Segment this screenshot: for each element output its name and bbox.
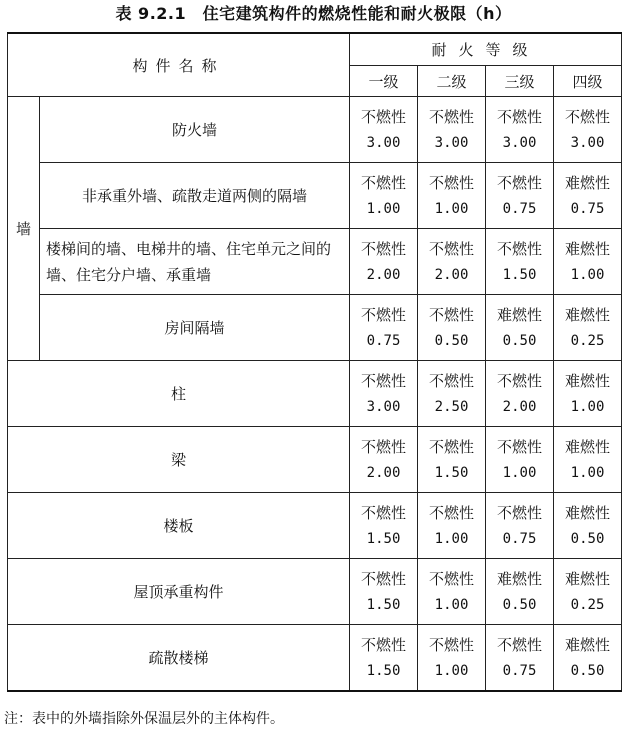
component-name-cell: 梁 — [8, 427, 350, 493]
level-header-4: 四级 — [554, 66, 622, 97]
table-row — [8, 229, 622, 295]
table-row — [8, 295, 622, 361]
level-header-3: 三级 — [486, 66, 554, 97]
rating-cell — [350, 295, 418, 361]
fire-resistance-hours: 0.25 — [570, 596, 605, 613]
combustibility-class: 不燃性 — [429, 635, 475, 654]
combustibility-class: 难燃性 — [565, 437, 611, 456]
rating-cell — [350, 229, 418, 295]
rating-cell — [418, 163, 486, 229]
combustibility-class: 难燃性 — [565, 635, 611, 654]
component-name-cell: 防火墙 — [40, 97, 350, 163]
wall-category-cell: 墙 — [8, 97, 40, 361]
rating-cell — [486, 559, 554, 625]
fire-resistance-hours: 1.50 — [434, 464, 469, 481]
rating-cell — [486, 229, 554, 295]
rating-cell — [486, 361, 554, 427]
component-name-header: 构件名称 — [8, 33, 350, 97]
combustibility-class: 不燃性 — [361, 503, 407, 522]
combustibility-class: 不燃性 — [429, 371, 475, 390]
rating-cell — [350, 625, 418, 692]
fire-resistance-hours: 1.50 — [366, 596, 401, 613]
combustibility-class: 难燃性 — [497, 569, 543, 588]
fire-resistance-hours: 0.50 — [502, 332, 537, 349]
fire-resistance-hours: 0.50 — [570, 662, 605, 679]
combustibility-class: 不燃性 — [429, 437, 475, 456]
rating-cell — [418, 493, 486, 559]
fire-resistance-hours: 2.00 — [366, 464, 401, 481]
fire-resistance-hours: 1.00 — [434, 596, 469, 613]
rating-cell — [418, 361, 486, 427]
fire-resistance-hours: 0.75 — [366, 332, 401, 349]
rating-cell — [350, 97, 418, 163]
rating-cell — [554, 229, 622, 295]
combustibility-class: 难燃性 — [565, 305, 611, 324]
rating-cell — [554, 163, 622, 229]
component-name-cell: 非承重外墙、疏散走道两侧的隔墙 — [40, 163, 350, 229]
fire-resistance-table — [7, 32, 622, 692]
header-row-1 — [8, 33, 622, 66]
fire-resistance-hours: 1.00 — [570, 398, 605, 415]
rating-cell — [418, 427, 486, 493]
combustibility-class: 不燃性 — [497, 635, 543, 654]
fire-resistance-hours: 0.75 — [502, 530, 537, 547]
component-name-cell: 疏散楼梯 — [8, 625, 350, 692]
rating-cell — [486, 625, 554, 692]
rating-cell — [554, 361, 622, 427]
combustibility-class: 不燃性 — [361, 305, 407, 324]
level-header-2: 二级 — [418, 66, 486, 97]
fire-resistance-hours: 1.50 — [366, 530, 401, 547]
combustibility-class: 不燃性 — [497, 437, 543, 456]
combustibility-class: 难燃性 — [565, 239, 611, 258]
fire-resistance-hours: 3.00 — [502, 134, 537, 151]
combustibility-class: 不燃性 — [497, 371, 543, 390]
fire-resistance-hours: 2.00 — [366, 266, 401, 283]
table-row — [8, 493, 622, 559]
combustibility-class: 不燃性 — [429, 107, 475, 126]
rating-cell — [418, 559, 486, 625]
combustibility-class: 难燃性 — [565, 371, 611, 390]
combustibility-class: 不燃性 — [497, 503, 543, 522]
fire-resistance-hours: 3.00 — [434, 134, 469, 151]
combustibility-class: 不燃性 — [361, 239, 407, 258]
fire-resistance-hours: 3.00 — [366, 134, 401, 151]
rating-cell — [418, 625, 486, 692]
rating-cell — [418, 229, 486, 295]
combustibility-class: 不燃性 — [361, 437, 407, 456]
component-name-cell: 房间隔墙 — [40, 295, 350, 361]
rating-cell — [554, 97, 622, 163]
fire-resistance-hours: 3.00 — [570, 134, 605, 151]
fire-resistance-hours: 0.75 — [502, 200, 537, 217]
combustibility-class: 不燃性 — [497, 107, 543, 126]
fire-resistance-hours: 0.25 — [570, 332, 605, 349]
fire-resistance-hours: 1.00 — [434, 530, 469, 547]
fire-resistance-hours: 2.50 — [434, 398, 469, 415]
rating-cell — [486, 163, 554, 229]
table-row — [8, 559, 622, 625]
rating-cell — [350, 559, 418, 625]
fire-resistance-hours: 1.00 — [570, 266, 605, 283]
combustibility-class: 不燃性 — [361, 173, 407, 192]
combustibility-class: 难燃性 — [497, 305, 543, 324]
fire-grade-header: 耐火等级 — [350, 33, 622, 66]
combustibility-class: 不燃性 — [565, 107, 611, 126]
fire-resistance-hours: 0.50 — [502, 596, 537, 613]
fire-resistance-hours: 2.00 — [434, 266, 469, 283]
fire-resistance-hours: 0.50 — [570, 530, 605, 547]
fire-resistance-hours: 1.00 — [570, 464, 605, 481]
combustibility-class: 不燃性 — [429, 503, 475, 522]
combustibility-class: 不燃性 — [429, 569, 475, 588]
combustibility-class: 不燃性 — [361, 635, 407, 654]
table-row — [8, 625, 622, 692]
fire-resistance-hours: 1.00 — [434, 200, 469, 217]
fire-resistance-hours: 1.00 — [502, 464, 537, 481]
fire-resistance-hours: 3.00 — [366, 398, 401, 415]
combustibility-class: 不燃性 — [429, 173, 475, 192]
rating-cell — [554, 295, 622, 361]
table-body — [8, 33, 622, 691]
component-name-cell: 屋顶承重构件 — [8, 559, 350, 625]
rating-cell — [554, 427, 622, 493]
rating-cell — [418, 295, 486, 361]
table-row — [8, 361, 622, 427]
component-name-cell: 楼板 — [8, 493, 350, 559]
combustibility-class: 难燃性 — [565, 173, 611, 192]
fire-resistance-hours: 1.00 — [434, 662, 469, 679]
combustibility-class: 难燃性 — [565, 569, 611, 588]
rating-cell — [418, 97, 486, 163]
table-note: 注：表中的外墙指除外保温层外的主体构件。 — [4, 711, 284, 727]
combustibility-class: 不燃性 — [429, 239, 475, 258]
combustibility-class: 不燃性 — [497, 239, 543, 258]
combustibility-class: 不燃性 — [361, 569, 407, 588]
rating-cell — [350, 493, 418, 559]
level-header-1: 一级 — [350, 66, 418, 97]
table-title: 表 9.2.1 住宅建筑构件的燃烧性能和耐火极限（h） — [115, 4, 512, 23]
rating-cell — [486, 295, 554, 361]
combustibility-class: 难燃性 — [565, 503, 611, 522]
combustibility-class: 不燃性 — [429, 305, 475, 324]
table-row — [8, 427, 622, 493]
fire-resistance-hours: 0.75 — [502, 662, 537, 679]
combustibility-class: 不燃性 — [361, 107, 407, 126]
combustibility-class: 不燃性 — [361, 371, 407, 390]
rating-cell — [350, 163, 418, 229]
rating-cell — [350, 361, 418, 427]
fire-resistance-hours: 0.75 — [570, 200, 605, 217]
component-name-cell: 楼梯间的墙、电梯井的墙、住宅单元之间的墙、住宅分户墙、承重墙 — [40, 229, 350, 295]
rating-cell — [350, 427, 418, 493]
fire-resistance-hours: 1.50 — [366, 662, 401, 679]
table-row — [8, 163, 622, 229]
component-name-cell: 柱 — [8, 361, 350, 427]
table-row — [8, 97, 622, 163]
combustibility-class: 不燃性 — [497, 173, 543, 192]
rating-cell — [486, 97, 554, 163]
fire-resistance-hours: 1.50 — [502, 266, 537, 283]
rating-cell — [554, 625, 622, 692]
fire-resistance-hours: 2.00 — [502, 398, 537, 415]
fire-resistance-hours: 0.50 — [434, 332, 469, 349]
rating-cell — [486, 493, 554, 559]
rating-cell — [554, 559, 622, 625]
rating-cell — [486, 427, 554, 493]
rating-cell — [554, 493, 622, 559]
fire-resistance-hours: 1.00 — [366, 200, 401, 217]
